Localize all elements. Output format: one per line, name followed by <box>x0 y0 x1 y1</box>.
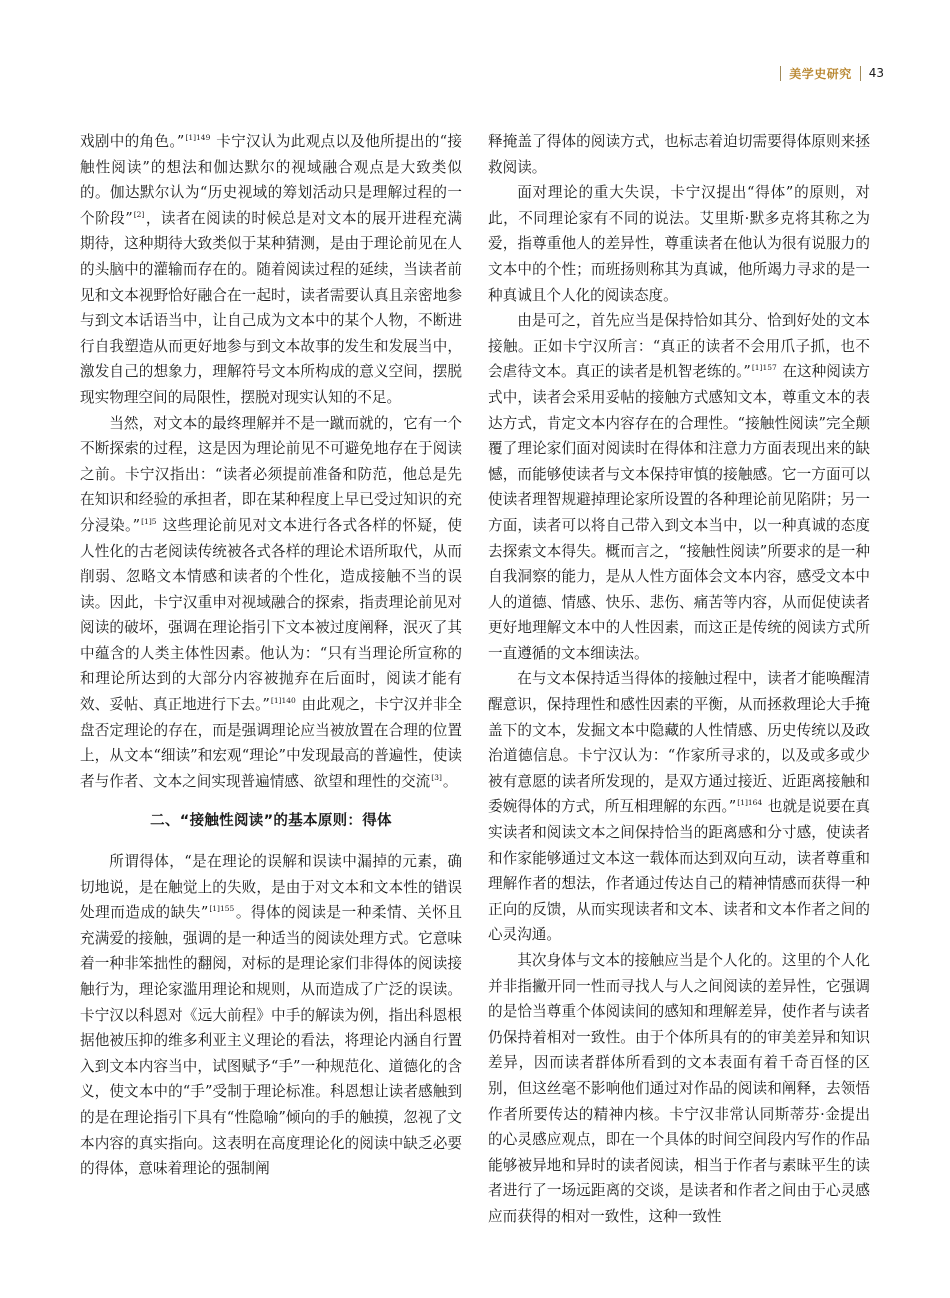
running-header <box>772 64 884 82</box>
text: 也就是说要在真实读者和阅读文本之间保持恰当的距离感和分寸感，使读者和作家能够通过文本这一载体而达到双向互动，读者尊重和理解作者的想法，作者通过传达自己的精神情感而获得一种正向的反馈，从而实现读者和文本、读者和文本作者之间的心灵沟通。 <box>488 798 871 944</box>
left-column <box>80 129 462 1182</box>
paragraph-4: 释掩盖了得体的阅读方式，也标志着迫切需要得体原则来拯救阅读。 <box>488 133 870 176</box>
citation: [2] <box>133 209 145 219</box>
paragraph-6 <box>488 308 870 666</box>
text: 卡宁汉认为此观点以及他所提出的“接触性阅读”的想法和伽达默尔的视域融合观点是大致类似的。伽达默尔认为“历史视域的筹划活动只是理解过程的一个阶段” <box>80 133 462 227</box>
paragraph-1 <box>80 129 462 411</box>
paragraph-8: 其次身体与文本的接触应当是个人化的。这里的个人化并非指撇开同一性而寻找人与人之间阅读的差异性，它强调的是恰当尊重个体阅读间的感知和理解差异，使作者与读者仍保持着相对一致性。由于个体所具有的的审美差异和知识差异，因而读者群体所看到的文本表面有着千奇百怪的区别，但这丝毫不影响他们通过对作品的阅读和阐释，去领悟作者所要传达的精神内核。卡宁汉非常认同斯蒂芬·金提出的心灵感应观点，即在一个具体的时间空间段内写作的作品能够被异地和异时的读者阅读，相当于作者与素昧平生的读者进行了一场远距离的交谈，是读者和作者之间由于心灵感应而获得的相对一致性，这种一致性 <box>488 952 870 1225</box>
text: 戏剧中的角色。” <box>80 133 185 150</box>
citation: [1]157 <box>751 363 777 373</box>
journal-title: 美学史研究 <box>789 66 852 81</box>
text: 由是可之，首先应当是保持恰如其分、恰到好处的文本接触。正如卡宁汉所言：“真正的读者不会用爪子抓，也不会虐待文本。真正的读者是机智老练的。” <box>488 312 870 381</box>
text: 当然，对文本的最终理解并不是一蹴而就的，它有一个不断探索的过程，这是因为理论前见不可避免地存在于阅读之前。卡宁汉指出：“读者必须提前准备和防范，他总是先在知识和经验的承担者，即在某种程度上早已受过知识的充分浸染。” <box>80 414 462 534</box>
text: 。得体的阅读是一种柔情、关怀且充满爱的接触，强调的是一种适当的阅读处理方式。它意味着一种非笨拙性的翻阅，对标的是理论家们非得体的阅读接触行为，理论家滥用理论和规则，从而造成了广泛的误读。卡宁汉以科恩对《远大前程》中手的解读为例，指出科恩根据他被压抑的维多利亚主义理论的看法，将理论内涵自行置入到文本内容当中，试图赋予“手”一种规范化、道德化的含义，使文本中的“手”受制于理论标准。科恩想让读者感触到的是在理论指引下具有“性隐喻”倾向的手的触摸，忽视了文本内容的真实指向。这表明在高度理论化的阅读中缺乏必要的得体，意味着理论的强制阐 <box>80 904 462 1178</box>
citation: [1]164 <box>737 798 763 808</box>
citation: [3] <box>431 772 442 782</box>
paragraph-7 <box>488 666 870 948</box>
paragraph-3 <box>80 849 462 1182</box>
text: 由此观之，卡宁汉并非全盘否定理论的存在，而是强调理论应当被放置在合理的位置上，从文本“细读”和宏观“理论”中发现最高的普遍性，使读者与作者、文本之间实现普遍情感、欲望和理性的交流 <box>80 696 463 790</box>
section-heading: 二、“接触性阅读”的基本原则：得体 <box>150 813 392 830</box>
citation: [1]155 <box>209 904 235 914</box>
paragraph-2 <box>80 411 462 795</box>
text: 这些理论前见对文本进行各式各样的怀疑，使人性化的古老阅读传统被各式各样的理论术语所取代，从而削弱、忽略文本情感和读者的个性化，造成接触不当的误读。因此，卡宁汉重申对视域融合的探索，指责理论前见对阅读的破坏，强调在理论指引下文本被过度阐释，泯灭了其中蕴含的人类主体性因素。他认为：“只有当理论所宣称的和理论所达到的大部分内容被抛弃在后面时，阅读才能有效、妥帖、真正地进行下去。” <box>80 516 462 714</box>
citation: [1]149 <box>185 133 211 142</box>
citation: [1]5 <box>141 516 157 526</box>
text: 所谓得体，“是在理论的误解和误读中漏掉的元素，确切地说，是在触觉上的失败，是由于对文本和文本性的错误处理而造成的缺失” <box>80 853 462 922</box>
right-column <box>488 129 870 1230</box>
header-divider-right <box>860 66 861 81</box>
header-divider-left <box>780 66 781 81</box>
paragraph-5: 面对理论的重大失误，卡宁汉提出“得体”的原则，对此，不同理论家有不同的说法。艾里斯·默多克将其称之为爱，指尊重他人的差异性，尊重读者在他认为很有说服力的文本中的个性；而班扬则称其为真诚，他所竭力寻求的是一种真诚且个人化的阅读态度。 <box>488 184 870 304</box>
page-number: 43 <box>868 66 884 80</box>
text: 在这种阅读方式中，读者会采用妥帖的接触方式感知文本，尊重文本的表达方式，肯定文本内容存在的合理性。“接触性阅读”完全颠覆了理论家们面对阅读时在得体和注意力方面表现出来的缺憾，而能够使读者与文本保持审慎的接触感。它一方面可以使读者理智规避掉理论家所设置的各种理论前见陷阱；另一方面，读者可以将自己带入到文本当中，以一种真诚的态度去探索文本得失。概而言之，“接触性阅读”所要求的是一种自我洞察的能力，是从人性方面体会文本内容，感受文本中人的道德、情感、快乐、悲伤、痛苦等内容，从而促使读者更好地理解文本中的人性因素，而这正是传统的阅读方式所一直遵循的文本细读法。 <box>488 363 871 662</box>
text: 。 <box>442 772 458 790</box>
text: ，读者在阅读的时候总是对文本的展开进程充满期待，这种期待大致类似于某种猜测，是由于理论前见在人的头脑中的灌输而存在的。随着阅读过程的延续，当读者前见和文本视野恰好融合在一起时，读者需要认真且亲密地参与到文本话语当中，让自己成为文本中的某个人物，不断进行自我塑造从而更好地参与到文本故事的发生和发展当中，激发自己的想象力，理解符号文本所构成的意义空间，摆脱现实物理空间的局限性，摆脱对现实认知的不足。 <box>80 209 462 406</box>
text: 在与文本保持适当得体的接触过程中，读者才能唤醒清醒意识，保持理性和感性因素的平衡，从而拯救理论大手掩盖下的文本，发掘文本中隐藏的人性情感、历史传统以及政治道德信息。卡宁汉认为：“作家所寻求的，以及或多或少被有意愿的读者所发现的，是双方通过接近、近距离接触和委婉得体的方式，所互相理解的东西。” <box>488 670 870 816</box>
citation: [1]140 <box>270 696 296 706</box>
